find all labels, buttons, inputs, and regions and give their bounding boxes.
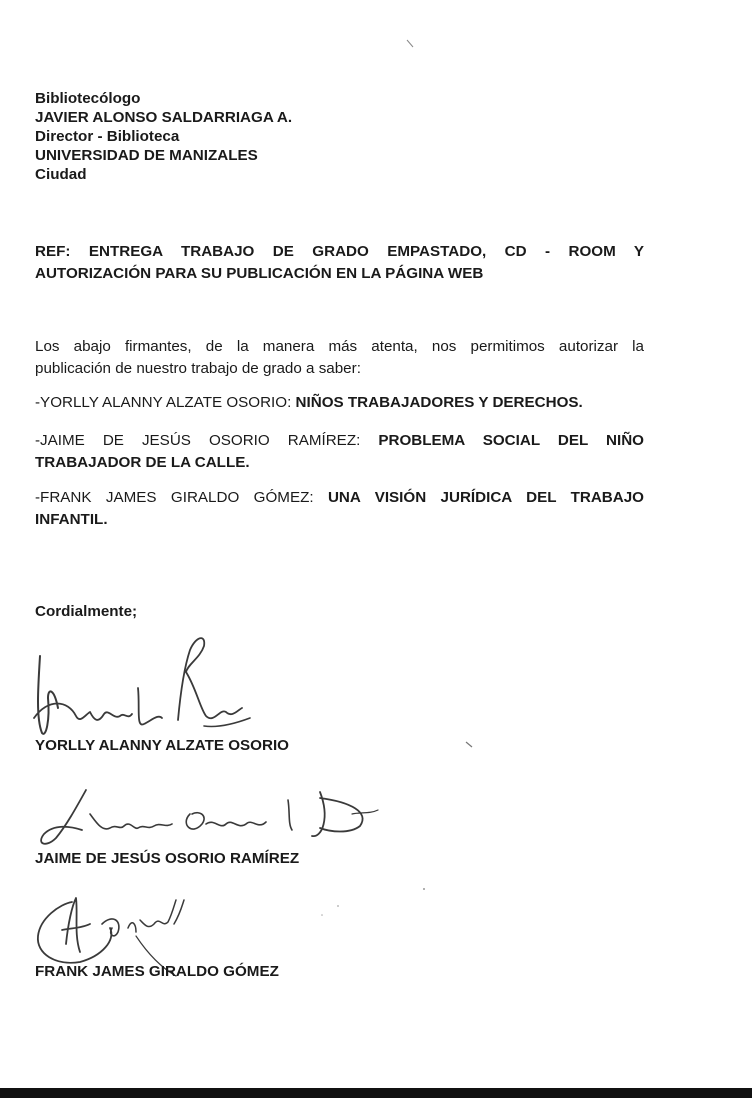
addressee-institution: UNIVERSIDAD DE MANIZALES <box>35 147 258 164</box>
work-title: NIÑOS TRABAJADORES Y DERECHOS <box>295 394 579 411</box>
scan-bottom-edge <box>0 1088 752 1098</box>
work-title-continued: INFANTIL. <box>35 511 108 528</box>
work-title: PROBLEMA SOCIAL DEL NIÑO <box>378 432 644 449</box>
work-author: -JAIME DE JESÚS OSORIO RAMÍREZ: <box>35 432 361 449</box>
addressee-position: Director - Biblioteca <box>35 128 180 145</box>
signatory-name: FRANK JAMES GIRALDO GÓMEZ <box>35 963 279 980</box>
work-title-continued: TRABAJADOR DE LA CALLE. <box>35 454 250 471</box>
reference-line <box>35 241 644 285</box>
signature-handwritten <box>28 628 258 748</box>
intro-line-1: Los abajo firmantes, de la manera más atenta, nos permitimos autorizar la <box>35 338 644 355</box>
work-item: -YORLLY ALANNY ALZATE OSORIO: NIÑOS TRABAJADORES Y DERECHOS. <box>35 394 583 411</box>
reference-line-2: AUTORIZACIÓN PARA SU PUBLICACIÓN EN LA PÁGINA WEB <box>35 265 484 282</box>
work-item <box>35 487 644 531</box>
signature-handwritten <box>20 778 380 858</box>
intro-line-2: publicación de nuestro trabajo de grado a saber: <box>35 360 361 377</box>
addressee-city: Ciudad <box>35 166 87 183</box>
closing: Cordialmente; <box>35 603 138 620</box>
work-author: -FRANK JAMES GIRALDO GÓMEZ: <box>35 489 314 506</box>
work-title: UNA VISIÓN JURÍDICA DEL TRABAJO <box>327 489 644 506</box>
addressee-title: Bibliotecólogo <box>35 90 141 107</box>
signatory-name: JAIME DE JESÚS OSORIO RAMÍREZ <box>35 850 300 867</box>
addressee-name: JAVIER ALONSO SALDARRIAGA A. <box>35 109 293 126</box>
work-author: -YORLLY ALANNY ALZATE OSORIO: <box>35 394 292 411</box>
addressee-block <box>35 89 292 184</box>
reference-line-1: REF: ENTREGA TRABAJO DE GRADO EMPASTADO, CD - ROOM Y <box>35 243 644 260</box>
work-item <box>35 430 644 474</box>
authorization-paragraph <box>35 336 644 380</box>
signatory-name: YORLLY ALANNY ALZATE OSORIO <box>35 737 289 754</box>
